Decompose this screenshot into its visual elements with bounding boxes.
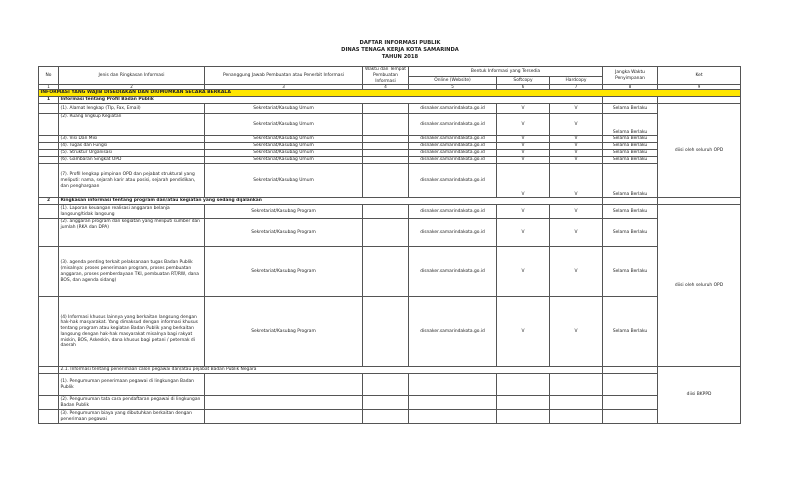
table-row [39, 136, 741, 143]
empty-cell [603, 367, 658, 374]
empty-cell [497, 410, 550, 424]
web-cell: disnaker.samarindakota.go.id [409, 205, 497, 219]
empty-cell [39, 374, 59, 396]
jenis-cell: (5). Struktur Organisasi [59, 150, 205, 157]
empty-cell [363, 157, 409, 164]
jangka-cell: Selama Berlaku [603, 164, 658, 198]
table-row [39, 205, 741, 219]
empty-cell [363, 297, 409, 367]
col-jenis: Jenis dan Ringkasan Informasi [59, 67, 205, 85]
empty-cell [39, 136, 59, 143]
empty-cell [497, 396, 550, 410]
hardcopy-cell: V [550, 205, 603, 219]
section-title: Informasi tentang Profil Badan Publik [59, 97, 603, 104]
web-cell: disnaker.samarindakota.go.id [409, 114, 497, 136]
empty-cell [363, 104, 409, 114]
ket-cell: diisi BKPPD [658, 367, 741, 424]
softcopy-cell: V [497, 297, 550, 367]
index-cell: 8 [603, 85, 658, 90]
softcopy-cell: V [497, 164, 550, 198]
ket-cell: diisi oleh seluruh OPD [658, 104, 741, 198]
softcopy-cell: V [497, 157, 550, 164]
softcopy-cell: V [497, 205, 550, 219]
softcopy-cell: V [497, 150, 550, 157]
pj-cell: Sekretariat/Kasubag Umum [205, 157, 363, 164]
empty-cell [363, 219, 409, 247]
softcopy-cell: V [497, 247, 550, 297]
jenis-cell: (2). anggaran program dan kegiatan yang meliputi sumber dan jumlah (RKA dan DPA) [59, 219, 205, 247]
jenis-cell: (4). Tugas dan Fungsi [59, 143, 205, 150]
table-row [39, 104, 741, 114]
jenis-cell: (3). agenda penting terkait pelaksanaan tugas Badan Publik (misalnya: proses penerimaan program, proses pembuatan anggaran, proses pemberdayaan TKI, pembuatan RT/RW, dana BOS, dan agenda sidang) [59, 247, 205, 297]
web-cell: disnaker.samarindakota.go.id [409, 150, 497, 157]
web-cell: disnaker.samarindakota.go.id [409, 164, 497, 198]
index-cell: 7 [550, 85, 603, 90]
section-row [39, 97, 741, 104]
web-cell: disnaker.samarindakota.go.id [409, 104, 497, 114]
pj-cell: Sekretariat/Kasubag Umum [205, 164, 363, 198]
jenis-cell: (7). Profil lengkap pimpinan OPD dan pejabat struktural yang meliputi: nama, sejarah karir atau posisi, sejarah pendidikan, dan penghargaan [59, 164, 205, 198]
hardcopy-cell: V [550, 114, 603, 136]
jangka-cell: Selama Berlaku [603, 205, 658, 219]
jenis-cell: (1). Pengumuman penerimaan pegawai di lingkungan Badan Publik [59, 374, 205, 396]
hardcopy-cell: V [550, 297, 603, 367]
title-line-1: DAFTAR INFORMASI PUBLIK [359, 40, 441, 46]
empty-cell [550, 396, 603, 410]
web-cell: disnaker.samarindakota.go.id [409, 247, 497, 297]
col-bentuk: Bentuk Informasi yang Tersedia [409, 67, 603, 77]
hardcopy-cell: V [550, 104, 603, 114]
title-line-2: DINAS TENAGA KERJA KOTA SAMARINDA [341, 47, 459, 53]
index-cell: 1 [39, 85, 59, 90]
empty-cell [363, 136, 409, 143]
hardcopy-cell: V [550, 143, 603, 150]
pj-cell: Sekretariat/Kasubag Umum [205, 136, 363, 143]
table-row [39, 297, 741, 367]
pj-cell: Sekretariat/Kasubag Umum [205, 143, 363, 150]
empty-cell [363, 410, 409, 424]
empty-cell [363, 396, 409, 410]
softcopy-cell: V [497, 143, 550, 150]
jangka-cell: Selama Berlaku [603, 136, 658, 143]
jenis-cell: (6). Gambaran Singkat OPD [59, 157, 205, 164]
pj-cell: Sekretariat/Kasubag Program [205, 205, 363, 219]
ket-cell: diisi oleh seluruh OPD [658, 205, 741, 367]
jangka-cell: Selama Berlaku [603, 114, 658, 136]
empty-cell [363, 374, 409, 396]
hardcopy-cell: V [550, 157, 603, 164]
col-softcopy: Softcopy [497, 77, 550, 85]
empty-cell [409, 374, 497, 396]
softcopy-cell: V [497, 114, 550, 136]
empty-cell [409, 396, 497, 410]
col-penanggung: Penanggung Jawab Pembuatan atau Penerbit Informasi [205, 67, 363, 85]
table-row [39, 396, 741, 410]
index-cell: 4 [363, 85, 409, 90]
jenis-cell: (2). Ruang lingkup Kegiatan [59, 114, 205, 136]
empty-cell [497, 374, 550, 396]
empty-cell [550, 374, 603, 396]
table-row [39, 114, 741, 136]
index-cell: 9 [658, 85, 741, 90]
empty-cell [363, 150, 409, 157]
web-cell: disnaker.samarindakota.go.id [409, 136, 497, 143]
empty-cell [39, 164, 59, 198]
index-cell: 2 [59, 85, 205, 90]
jenis-cell: (3). Pengumuman biaya yang dibutuhkan berkaitan dengan penerimaan pegawai [59, 410, 205, 424]
title-line-3: TAHUN 2018 [381, 54, 419, 60]
softcopy-cell: V [497, 104, 550, 114]
col-online: Online (Website) [409, 77, 497, 85]
empty-cell [39, 205, 59, 219]
jangka-cell: Selama Berlaku [603, 247, 658, 297]
web-cell: disnaker.samarindakota.go.id [409, 219, 497, 247]
jangka-cell: Selama Berlaku [603, 143, 658, 150]
empty-cell [550, 410, 603, 424]
empty-cell [603, 198, 658, 205]
jangka-cell: Selama Berlaku [603, 219, 658, 247]
empty-cell [363, 114, 409, 136]
table-row [39, 219, 741, 247]
table-row [39, 374, 741, 396]
jangka-cell: Selama Berlaku [603, 157, 658, 164]
pj-cell: Sekretariat/Kasubag Program [205, 219, 363, 247]
hardcopy-cell: V [550, 164, 603, 198]
col-ket: Ket [658, 67, 741, 85]
jenis-cell: (4) Informasi khusus lainnya yang berkaitan langsung dengan hak-hak masyarakat. Yang dimaksud dengan informasi khusus tentang program atau kegiatan Badan Publik yang berkaitan langsung dengan hak-hak masyarakat misalnya bagi rakyat miskin, BOS, Askeskin, dana khusus bagi petani / peternak di daerah [59, 297, 205, 367]
empty-cell [603, 396, 658, 410]
header-row [39, 67, 741, 77]
table-row [39, 157, 741, 164]
empty-cell [363, 205, 409, 219]
empty-cell [603, 374, 658, 396]
category-band: INFORMASI YANG WAJIB DISEDIAKAN DAN DIUMUMKAN SECARA BERKALA [39, 90, 741, 97]
category-band-row [39, 90, 741, 97]
jenis-cell: (3). Visi Dan Misi [59, 136, 205, 143]
empty-cell [39, 297, 59, 367]
empty-cell [39, 150, 59, 157]
pj-cell: Sekretariat/Kasubag Program [205, 247, 363, 297]
jangka-cell: Selama Berlaku [603, 297, 658, 367]
web-cell: disnaker.samarindakota.go.id [409, 143, 497, 150]
col-no: No [39, 67, 59, 85]
empty-cell [205, 396, 363, 410]
empty-cell [39, 247, 59, 297]
pj-cell: Sekretariat/Kasubag Program [205, 297, 363, 367]
jenis-cell: (2). Pengumuman tata cara pendaftaran pegawai di lingkungan Badan Publik [59, 396, 205, 410]
pj-cell: Sekretariat/Kasubag Umum [205, 104, 363, 114]
empty-cell [39, 367, 59, 374]
empty-cell [39, 143, 59, 150]
table-row [39, 410, 741, 424]
empty-cell [409, 410, 497, 424]
empty-cell [603, 410, 658, 424]
table-row [39, 143, 741, 150]
empty-cell [205, 374, 363, 396]
subsection-title: 2.1. Informasi tentang penerimaan calon pegawai dan/atau pejabat Badan Publik Negara [59, 367, 603, 374]
empty-cell [658, 198, 741, 205]
hardcopy-cell: V [550, 219, 603, 247]
table-row [39, 367, 741, 374]
empty-cell [603, 97, 658, 104]
empty-cell [363, 164, 409, 198]
web-cell: disnaker.samarindakota.go.id [409, 157, 497, 164]
section-number: 1 [39, 97, 59, 104]
empty-cell [363, 143, 409, 150]
table-row [39, 164, 741, 198]
index-cell: 3 [205, 85, 363, 90]
jenis-cell: (1). Alamat lengkap (Tlp, Fax, Email) [59, 104, 205, 114]
empty-cell [39, 219, 59, 247]
col-hardcopy: Hardcopy [550, 77, 603, 85]
table-row [39, 150, 741, 157]
section-number: 2 [39, 198, 59, 205]
empty-cell [39, 157, 59, 164]
softcopy-cell: V [497, 219, 550, 247]
table-row [39, 247, 741, 297]
col-jangka: Jangka Waktu Penyimpanan [603, 67, 658, 85]
index-cell: 5 [409, 85, 497, 90]
col-waktu: Waktu dan Tempat Pembuatan Informasi [363, 67, 409, 85]
jangka-cell: Selama Berlaku [603, 150, 658, 157]
information-list-table [38, 66, 741, 424]
section-row [39, 198, 741, 205]
hardcopy-cell: V [550, 136, 603, 143]
empty-cell [39, 396, 59, 410]
web-cell: disnaker.samarindakota.go.id [409, 297, 497, 367]
empty-cell [205, 410, 363, 424]
hardcopy-cell: V [550, 247, 603, 297]
empty-cell [39, 114, 59, 136]
jangka-cell: Selama Berlaku [603, 104, 658, 114]
empty-cell [39, 104, 59, 114]
jenis-cell: (1). Laporan keuangan realisasi anggaran belanja langsung/tidak langsung [59, 205, 205, 219]
softcopy-cell: V [497, 136, 550, 143]
pj-cell: Sekretariat/Kasubag Umum [205, 150, 363, 157]
empty-cell [39, 410, 59, 424]
section-title: Ringkasan informasi tentang program dan/atau kegiatan yang sedang dijalankan [59, 198, 603, 205]
pj-cell: Sekretariat/Kasubag Umum [205, 114, 363, 136]
empty-cell [363, 247, 409, 297]
empty-cell [658, 97, 741, 104]
hardcopy-cell: V [550, 150, 603, 157]
index-cell: 6 [497, 85, 550, 90]
